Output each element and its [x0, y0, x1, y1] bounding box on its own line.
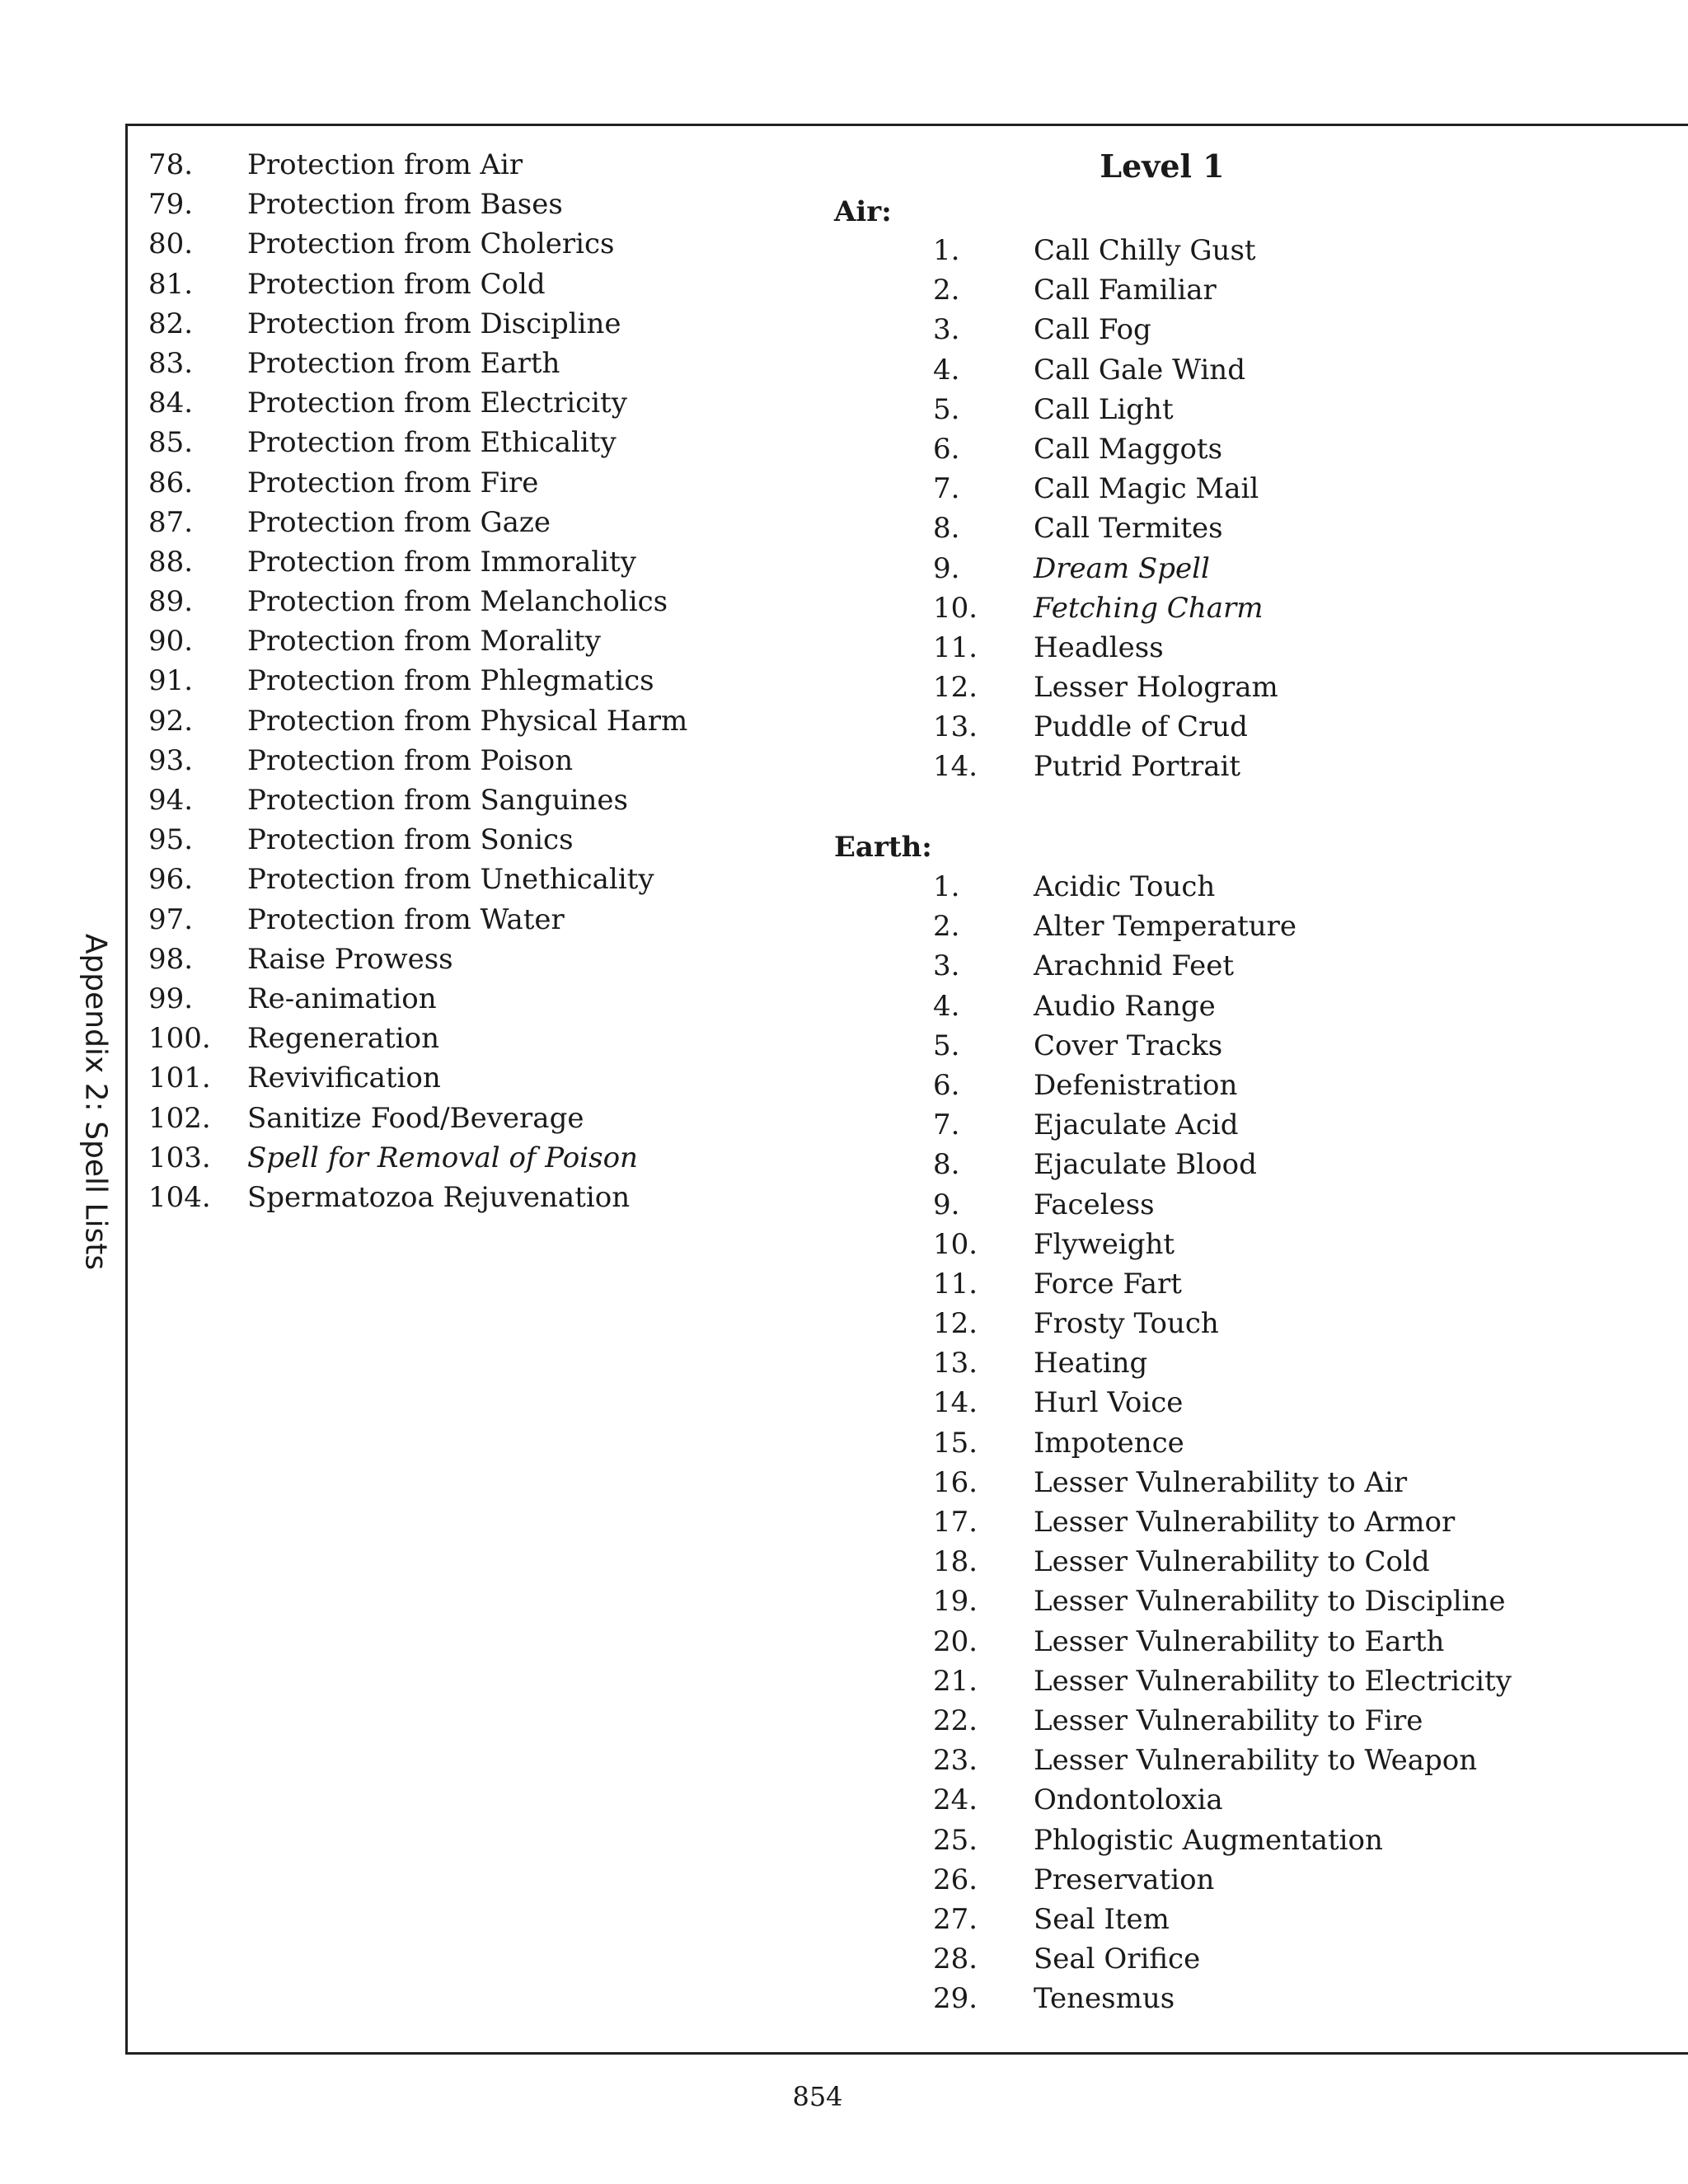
spell-number: 2.	[933, 274, 960, 307]
spell-name: Call Fog	[1034, 313, 1151, 347]
spell-name: Protection from Earth	[247, 346, 560, 380]
spell-name: Lesser Vulnerability to Earth	[1034, 1624, 1445, 1658]
spell-number: 23.	[933, 1744, 978, 1778]
spell-name: Protection from Immorality	[247, 545, 637, 579]
spell-number: 6.	[933, 432, 960, 466]
spell-number: 91.	[148, 664, 194, 698]
spell-number: 7.	[933, 472, 960, 506]
spell-number: 99.	[148, 982, 194, 1015]
spell-number: 12.	[933, 1307, 978, 1341]
spell-name: Re-animation	[247, 982, 437, 1015]
spell-name: Protection from Melancholics	[247, 585, 668, 619]
spell-number: 93.	[148, 743, 194, 777]
spell-number: 12.	[933, 671, 978, 705]
spell-name: Spermatozoa Rejuvenation	[247, 1180, 631, 1214]
spell-number: 8.	[933, 512, 960, 546]
spell-name: Seal Item	[1034, 1902, 1170, 1936]
spell-name: Protection from Poison	[247, 743, 574, 777]
spell-number: 16.	[933, 1465, 978, 1499]
spell-number: 96.	[148, 863, 194, 897]
spell-number: 11.	[933, 1267, 978, 1301]
spell-name: Sanitize Food/Beverage	[247, 1101, 584, 1135]
spell-name: Call Gale Wind	[1034, 353, 1245, 387]
spell-name: Force Fart	[1034, 1267, 1182, 1301]
spell-number: 3.	[933, 949, 960, 983]
spell-number: 82.	[148, 307, 194, 340]
spell-name: Phlogistic Augmentation	[1034, 1823, 1383, 1857]
spell-name: Ondontoloxia	[1034, 1783, 1223, 1817]
spell-name: Protection from Gaze	[247, 505, 551, 539]
spell-name: Revivification	[247, 1062, 441, 1095]
spell-name: Protection from Phlegmatics	[247, 664, 654, 698]
spell-number: 85.	[148, 426, 194, 460]
spell-number: 1.	[933, 234, 960, 267]
spell-number: 97.	[148, 902, 194, 936]
spell-name: Call Maggots	[1034, 432, 1223, 466]
spell-name: Faceless	[1034, 1188, 1155, 1221]
spell-number: 1.	[933, 870, 960, 903]
spell-number: 22.	[933, 1704, 978, 1737]
spell-name: Puddle of Crud	[1034, 710, 1248, 744]
spell-number: 13.	[933, 1347, 978, 1380]
spell-number: 13.	[933, 710, 978, 744]
spell-name: Lesser Vulnerability to Weapon	[1034, 1744, 1478, 1778]
spell-number: 5.	[933, 1029, 960, 1062]
level-heading: Level 1	[1100, 148, 1225, 185]
spell-number: 3.	[933, 313, 960, 347]
spell-number: 10.	[933, 1227, 978, 1261]
spell-name: Heating	[1034, 1347, 1148, 1380]
air-section-heading: Air:	[834, 195, 892, 228]
spell-number: 100.	[148, 1022, 211, 1056]
spell-name: Protection from Ethicality	[247, 426, 617, 460]
spell-number: 92.	[148, 704, 194, 738]
spell-name: Dream Spell	[1034, 551, 1210, 585]
spell-name: Protection from Cholerics	[247, 227, 615, 261]
spell-name: Headless	[1034, 630, 1164, 664]
spell-number: 103.	[148, 1141, 211, 1174]
spell-name: Protection from Bases	[247, 188, 563, 222]
spell-name: Impotence	[1034, 1426, 1184, 1460]
spell-number: 4.	[933, 353, 960, 387]
spell-name: Protection from Morality	[247, 625, 601, 658]
spell-name: Preservation	[1034, 1863, 1215, 1896]
spell-name: Call Light	[1034, 392, 1174, 426]
spell-number: 98.	[148, 942, 194, 976]
spell-name: Audio Range	[1034, 989, 1216, 1023]
spell-name: Lesser Hologram	[1034, 671, 1278, 705]
spell-name: Call Termites	[1034, 512, 1223, 546]
spell-number: 11.	[933, 630, 978, 664]
spell-name: Call Chilly Gust	[1034, 234, 1256, 267]
spell-name: Ejaculate Blood	[1034, 1148, 1257, 1182]
spell-number: 8.	[933, 1148, 960, 1182]
spell-name: Protection from Water	[247, 902, 565, 936]
spell-number: 5.	[933, 392, 960, 426]
spell-name: Protection from Cold	[247, 267, 546, 301]
spell-name: Call Familiar	[1034, 274, 1217, 307]
spell-name: Alter Temperature	[1034, 910, 1297, 944]
spell-name: Lesser Vulnerability to Armor	[1034, 1506, 1456, 1539]
spell-number: 29.	[933, 1982, 978, 2016]
spell-number: 102.	[148, 1101, 211, 1135]
spell-name: Lesser Vulnerability to Electricity	[1034, 1664, 1512, 1698]
spell-name: Regeneration	[247, 1022, 440, 1056]
spell-name: Protection from Electricity	[247, 387, 627, 420]
spell-number: 80.	[148, 227, 194, 261]
spell-number: 10.	[933, 591, 978, 625]
spell-number: 24.	[933, 1783, 978, 1817]
spell-name: Protection from Unethicality	[247, 863, 654, 897]
spell-name: Lesser Vulnerability to Cold	[1034, 1545, 1430, 1579]
spell-name: Seal Orifice	[1034, 1943, 1201, 1976]
spell-number: 84.	[148, 387, 194, 420]
spell-number: 26.	[933, 1863, 978, 1896]
spell-name: Arachnid Feet	[1034, 949, 1234, 983]
spell-number: 87.	[148, 505, 194, 539]
spell-number: 19.	[933, 1585, 978, 1619]
spell-name: Call Magic Mail	[1034, 472, 1259, 506]
spell-number: 27.	[933, 1902, 978, 1936]
spell-name: Frosty Touch	[1034, 1307, 1219, 1341]
spell-name: Tenesmus	[1034, 1982, 1175, 2016]
spell-number: 90.	[148, 625, 194, 658]
spell-name: Putrid Portrait	[1034, 750, 1241, 784]
appendix-side-label: Appendix 2: Spell Lists	[78, 933, 113, 1271]
page-number: 854	[792, 2081, 843, 2112]
spell-name: Protection from Physical Harm	[247, 704, 688, 738]
spell-number: 4.	[933, 989, 960, 1023]
spell-name: Raise Prowess	[247, 942, 453, 976]
spell-number: 7.	[933, 1108, 960, 1142]
spell-number: 2.	[933, 910, 960, 944]
spell-number: 21.	[933, 1664, 978, 1698]
spell-name: Defenistration	[1034, 1068, 1238, 1102]
spell-number: 88.	[148, 545, 194, 579]
spell-number: 104.	[148, 1180, 211, 1214]
spell-number: 18.	[933, 1545, 978, 1579]
spell-name: Protection from Sanguines	[247, 784, 628, 817]
spell-number: 9.	[933, 1188, 960, 1221]
spell-number: 79.	[148, 188, 194, 222]
spell-name: Lesser Vulnerability to Air	[1034, 1465, 1408, 1499]
spell-number: 83.	[148, 346, 194, 380]
spell-number: 14.	[933, 750, 978, 784]
spell-name: Protection from Sonics	[247, 823, 574, 857]
spell-name: Fetching Charm	[1034, 591, 1264, 625]
spell-number: 20.	[933, 1624, 978, 1658]
spell-number: 94.	[148, 784, 194, 817]
spell-number: 78.	[148, 148, 194, 181]
spell-name: Lesser Vulnerability to Fire	[1034, 1704, 1423, 1737]
spell-name: Hurl Voice	[1034, 1386, 1184, 1420]
spell-name: Protection from Discipline	[247, 307, 621, 340]
spell-number: 15.	[933, 1426, 978, 1460]
spell-name: Protection from Fire	[247, 466, 539, 499]
spell-number: 101.	[148, 1062, 211, 1095]
spell-number: 28.	[933, 1943, 978, 1976]
earth-section-heading: Earth:	[834, 831, 932, 864]
spell-number: 6.	[933, 1068, 960, 1102]
spell-name: Protection from Air	[247, 148, 523, 181]
spell-number: 25.	[933, 1823, 978, 1857]
spell-name: Cover Tracks	[1034, 1029, 1223, 1062]
spell-number: 9.	[933, 551, 960, 585]
spell-name: Flyweight	[1034, 1227, 1175, 1261]
spell-name: Acidic Touch	[1034, 870, 1216, 903]
spell-number: 89.	[148, 585, 194, 619]
spell-name: Spell for Removal of Poison	[247, 1141, 638, 1174]
spell-number: 86.	[148, 466, 194, 499]
spell-number: 81.	[148, 267, 194, 301]
spell-number: 14.	[933, 1386, 978, 1420]
spell-number: 95.	[148, 823, 194, 857]
spell-number: 17.	[933, 1506, 978, 1539]
spell-name: Lesser Vulnerability to Discipline	[1034, 1585, 1506, 1619]
spell-name: Ejaculate Acid	[1034, 1108, 1239, 1142]
